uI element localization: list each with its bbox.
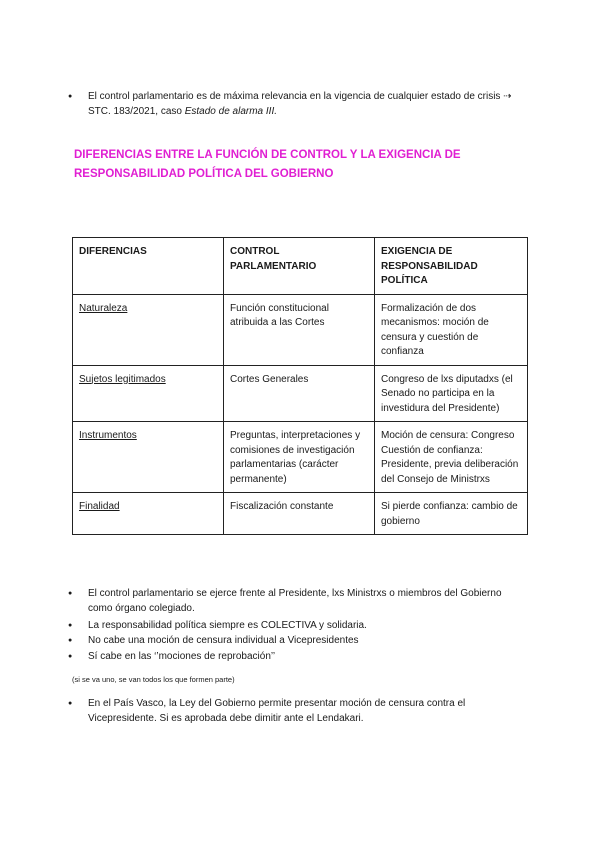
table-cell: Cortes Generales (224, 365, 375, 422)
bullet-control-frente: ● El control parlamentario se ejerce frente al Presidente, lxs Ministrxs o miembros del Gobierno como órgano colegiado. (88, 586, 528, 616)
table-row (73, 365, 528, 422)
row-label: Instrumentos (73, 422, 224, 493)
note-text: (si se va uno, se van todos los que formen parte) (72, 675, 235, 684)
table-cell: Preguntas, interpretaciones y comisiones de investigación parlamentarias (carácter permanente) (224, 422, 375, 493)
bullet-italic-case: Estado de alarma III. (184, 106, 278, 117)
table-cell: Moción de censura: Congreso Cuestión de confianza: Presidente, previa deliberación del Consejo de Ministrxs (375, 422, 528, 493)
bullet-colectiva: ● La responsabilidad política siempre es COLECTIVA y solidaria. (88, 618, 367, 633)
table-header: CONTROL PARLAMENTARIO (224, 238, 375, 295)
row-label: Finalidad (73, 493, 224, 535)
table-row (73, 294, 528, 365)
table-cell: Función constitucional atribuida a las Cortes (224, 294, 375, 365)
row-label: Naturaleza (73, 294, 224, 365)
table-row (73, 493, 528, 535)
section-heading: DIFERENCIAS ENTRE LA FUNCIÓN DE CONTROL Y LA EXIGENCIA DE RESPONSABILIDAD POLÍTICA DEL GOBIERNO (74, 149, 461, 180)
bullet-no-mocion-individual: ● No cabe una moción de censura individual a Vicepresidentes (88, 633, 359, 648)
table-header: DIFERENCIAS (73, 238, 224, 295)
bullet-reprobacion: ● Sí cabe en las ‘’mociones de reprobación’’ (88, 649, 275, 664)
table-header: EXIGENCIA DE RESPONSABILIDAD POLÍTICA (375, 238, 528, 295)
table-cell: Congreso de lxs diputadxs (el Senado no participa en la investidura del Presidente) (375, 365, 528, 422)
bullet-crisis-control (88, 89, 528, 119)
differences-table (72, 237, 528, 535)
table-row (73, 422, 528, 493)
row-label: Sujetos legitimados (73, 365, 224, 422)
table-header-row (73, 238, 528, 295)
table-cell: Si pierde confianza: cambio de gobierno (375, 493, 528, 535)
table-cell: Fiscalización constante (224, 493, 375, 535)
bullet-text: El control parlamentario es de máxima relevancia en la vigencia de cualquier estado de crisis ⇢ STC. 183/2021, caso (88, 91, 512, 117)
table-cell: Formalización de dos mecanismos: moción de censura y cuestión de confianza (375, 294, 528, 365)
bullet-pais-vasco: ● En el País Vasco, la Ley del Gobierno permite presentar moción de censura contra el Vicepresidente. Si es aprobada debe dimitir ante el Lendakari. (88, 696, 528, 726)
